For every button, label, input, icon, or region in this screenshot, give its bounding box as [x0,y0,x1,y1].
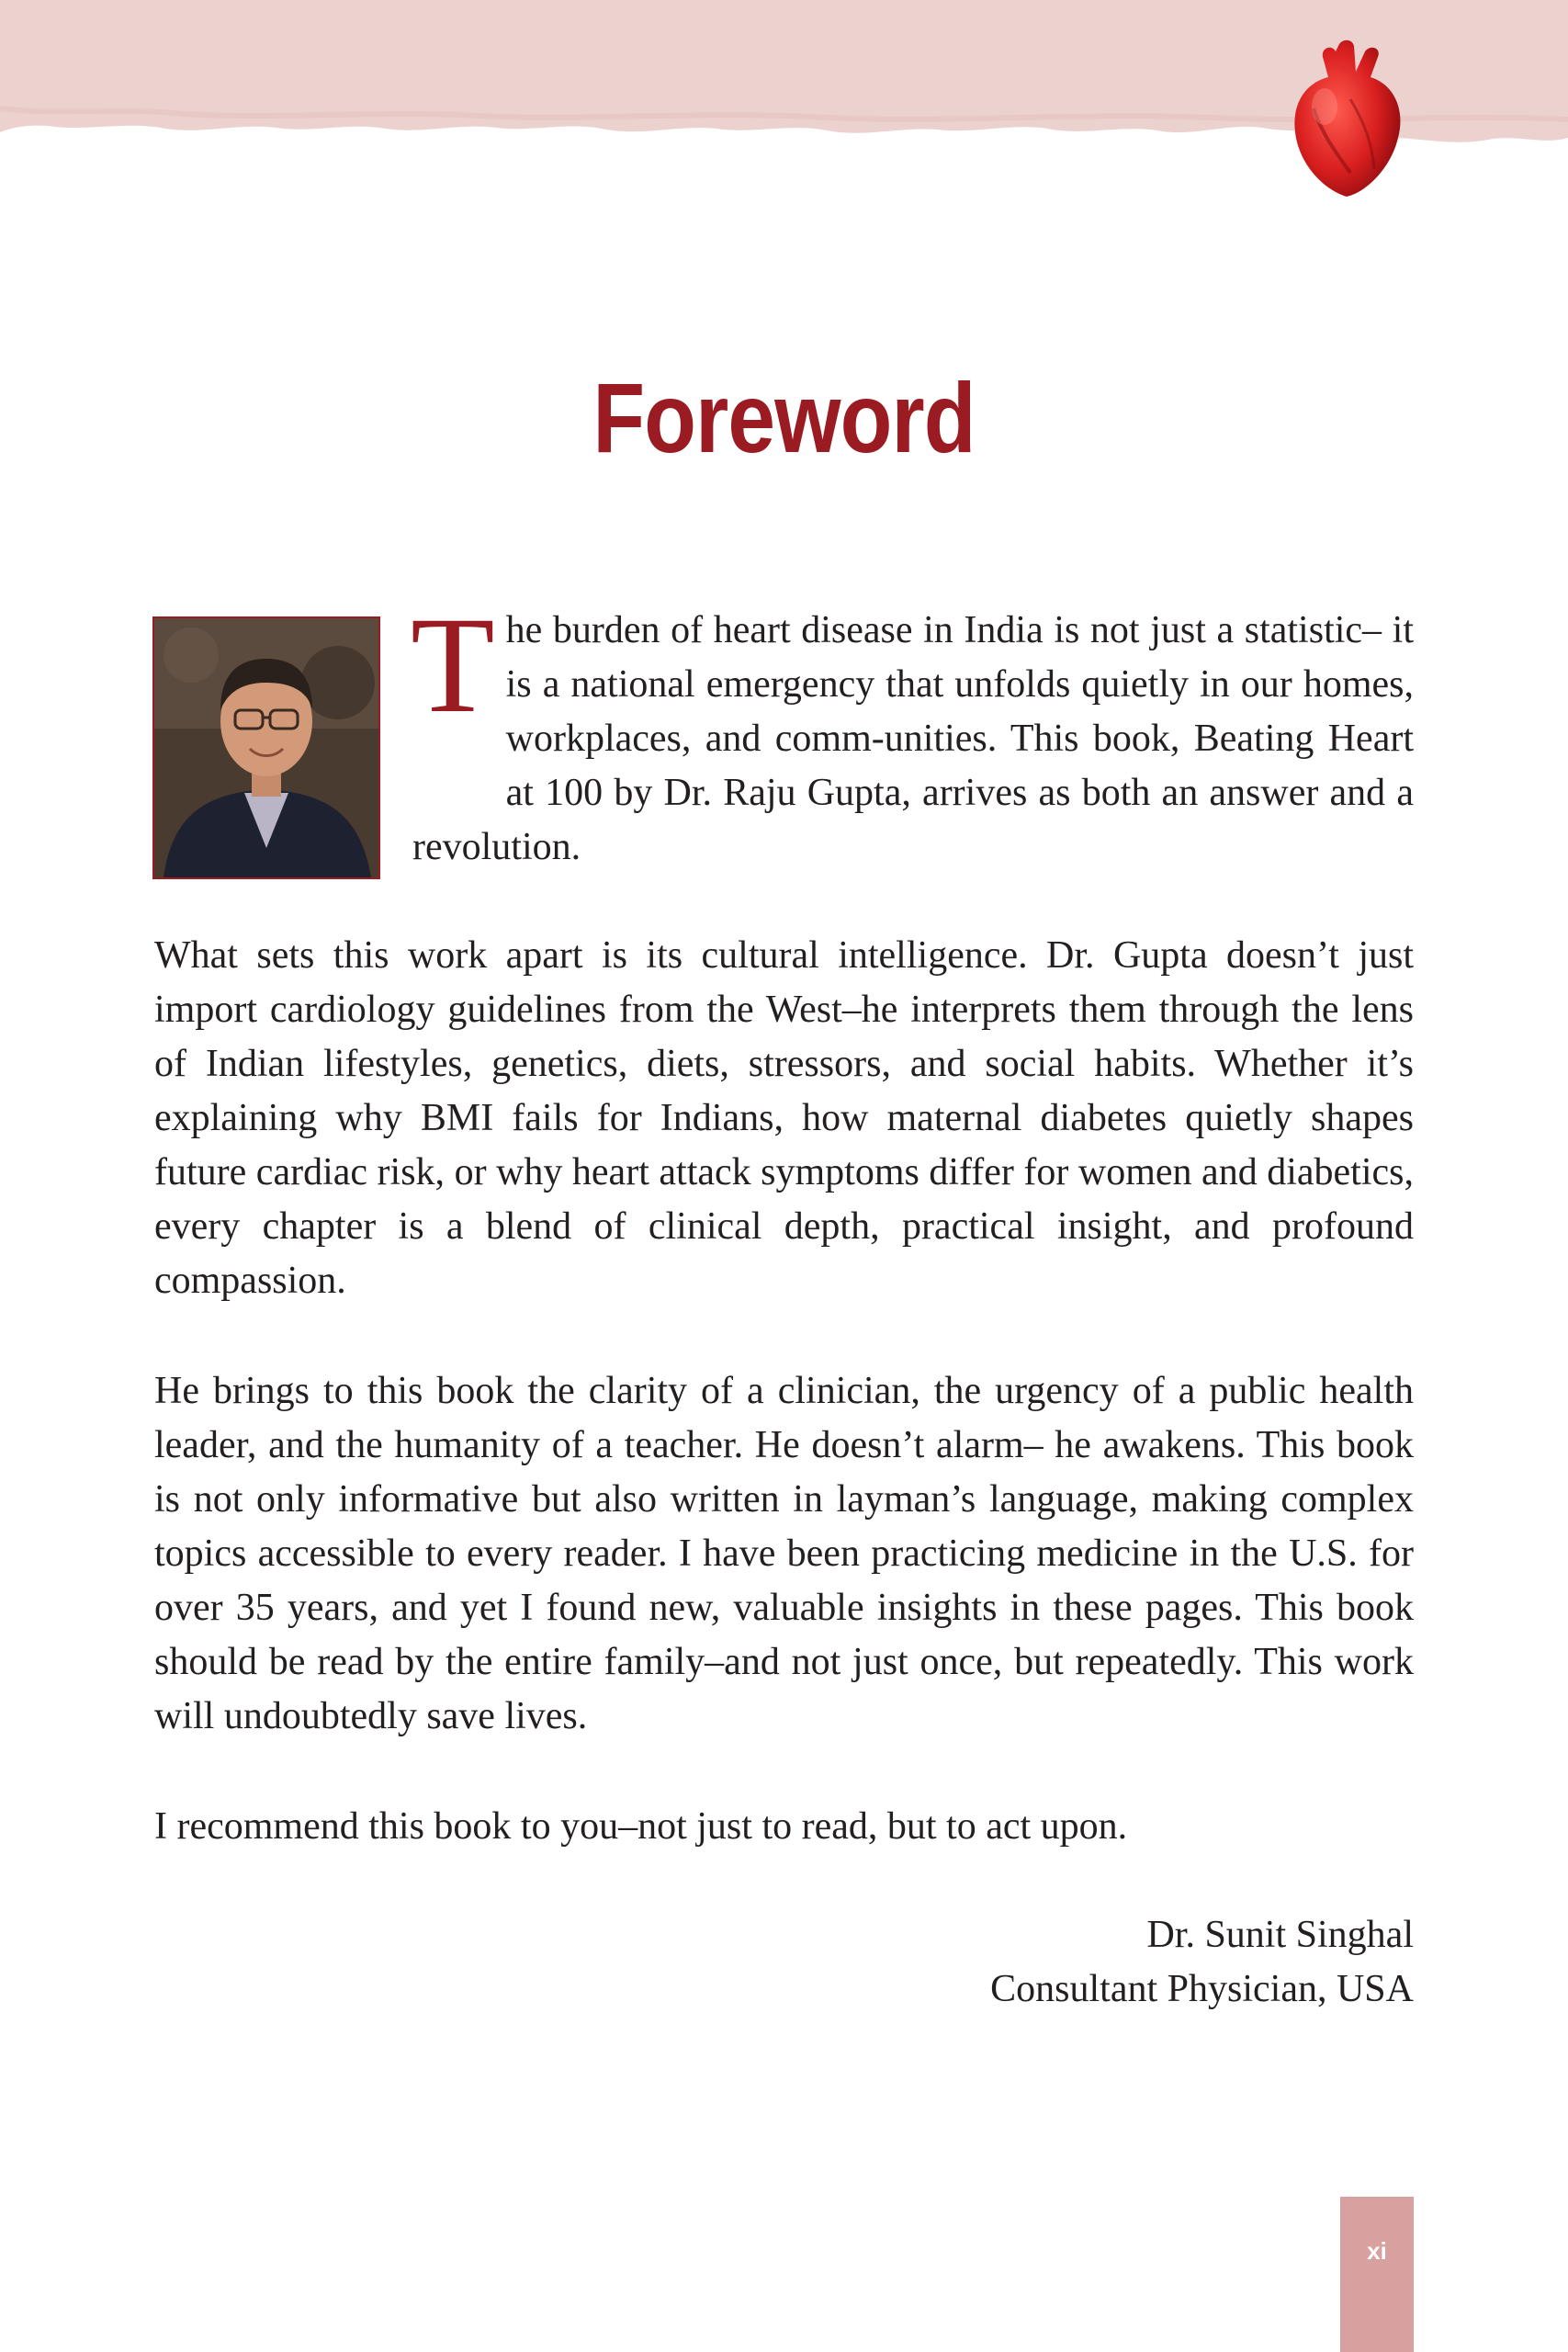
page-number-tab [1340,2197,1414,2352]
page-title: Foreword [592,362,976,473]
body-paragraph-2: What sets this work apart is its cultural intelligence. Dr. Gupta doesn’t just import cardiology guidelines from the West–he interprets them through the lens of Indian lifestyles, genetics, diets, stressors, and social habits. Whether it’s explaining why BMI fails for Indians, how maternal diabetes quietly shapes future cardiac risk, or why heart attack symptoms differ for women and diabetics, every chapter is a blend of clinical depth, practical insight, and profound compassion. [154,934,1414,1302]
intro-paragraph-text: he burden of heart disease in India is not just a statistic– it is a national emergency that unfolds quietly in our homes, workplaces, and comm-unities. This book, Beating Heart at 100 by Dr. Raju Gupta, arrives as both an answer and a revolution. [412,609,1414,868]
author-portrait-photo [152,616,380,879]
page-number: xi [1367,2237,1387,2265]
signature-name: Dr. Sunit Singhal [1146,1914,1414,1956]
signature-block [990,1908,1414,2017]
body-paragraph-3: He brings to this book the clarity of a clinician, the urgency of a public health leader, and the humanity of a teacher. He doesn’t alarm– he awakens. This book is not only informative but also written in layman’s language, making complex topics accessible to every reader. I have been practicing medicine in the U.S. for over 35 years, and yet I found new, valuable insights in these pages. This book should be read by the entire family–and not just once, but repeatedly. This work will undoubtedly save lives. [154,1370,1414,1737]
drop-cap: T [411,589,495,741]
intro-paragraph [411,589,1414,875]
signature-role: Consultant Physician, USA [990,1968,1414,2010]
body-paragraph-4: I recommend this book to you–not just to read, but to act upon. [154,1805,1128,1848]
anatomical-heart-icon [1286,35,1415,200]
